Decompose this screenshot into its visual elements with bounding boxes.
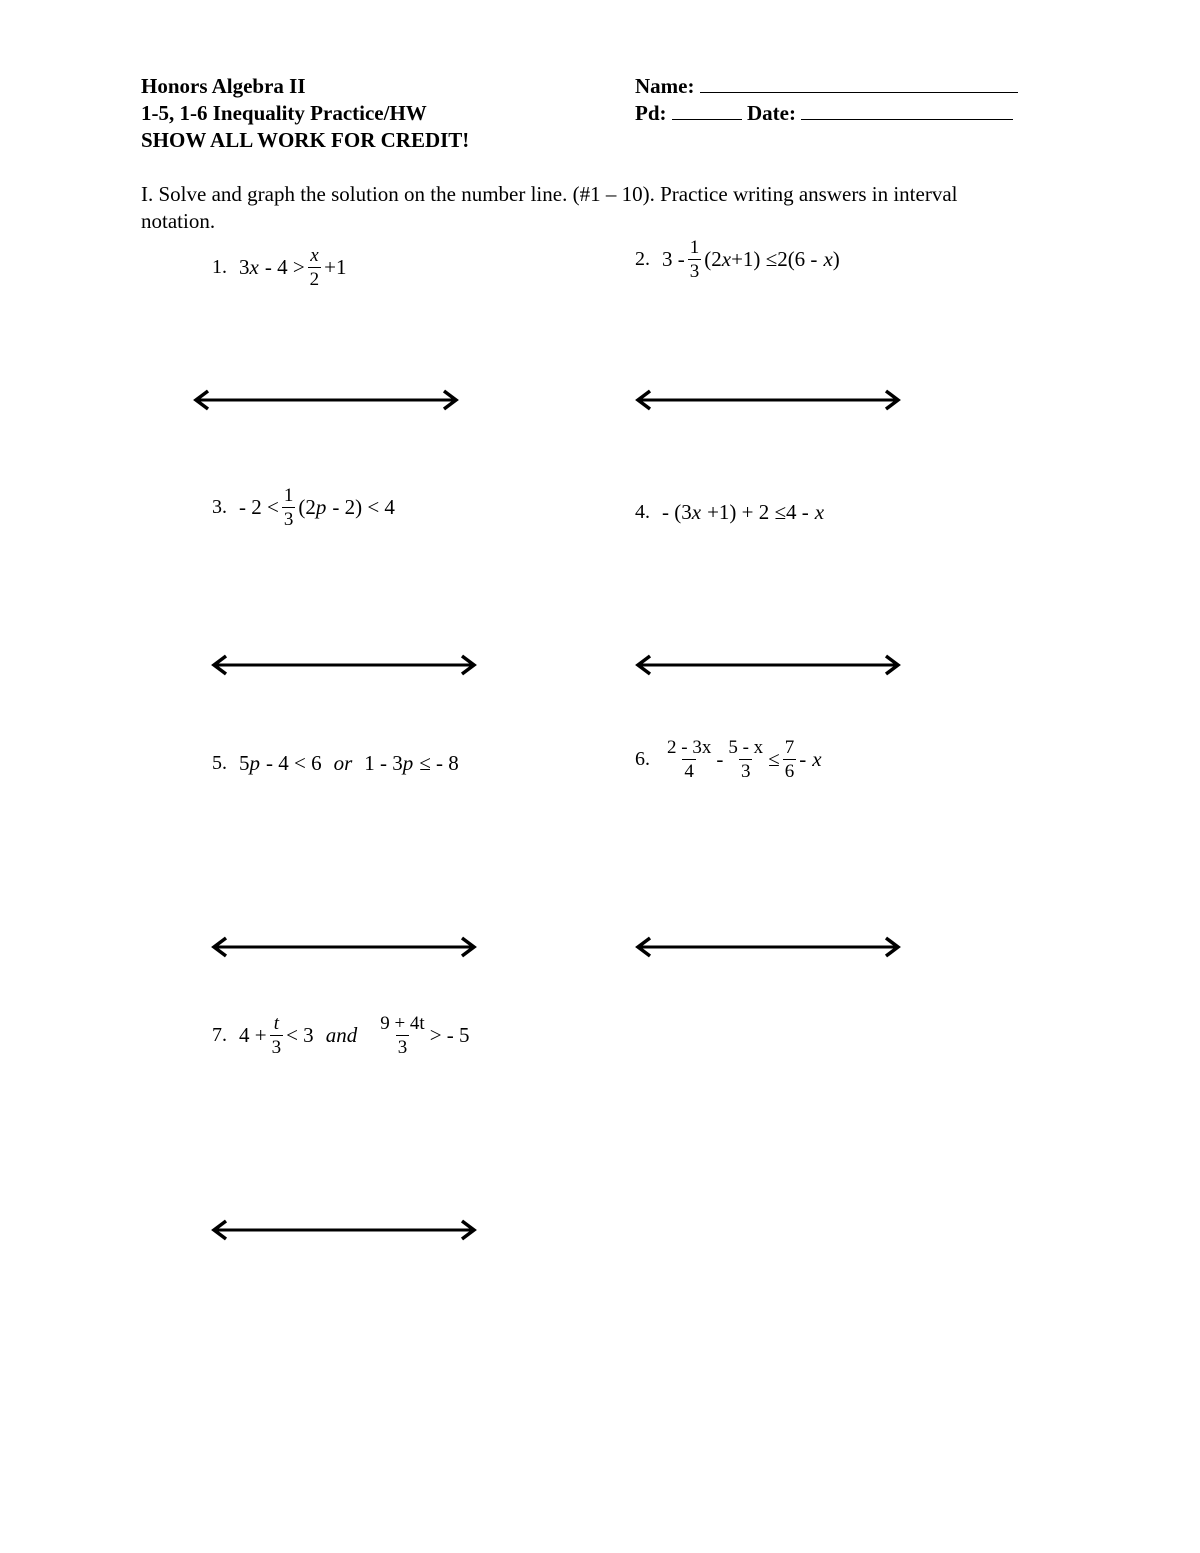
number-line-7[interactable] — [210, 1218, 480, 1242]
problem-1 — [212, 246, 347, 289]
problem-number: 2. — [635, 248, 650, 270]
course-title: Honors Algebra II — [141, 74, 306, 98]
problem-1-inequality: 3 x - 4 > $\frac{x}{2}$ +1 — [239, 245, 347, 290]
instructions — [141, 181, 957, 235]
number-line-4[interactable] — [634, 653, 904, 677]
problem-2-inequality: 3 - $\frac{1}{3}$ (2 x +1) ≤2(6 - x ) — [662, 237, 840, 282]
number-line-5[interactable] — [210, 935, 480, 959]
period-label: Pd: — [635, 101, 667, 125]
number-line-3[interactable] — [210, 653, 480, 677]
fraction: $\frac{9 + 4t}{3}$ — [380, 1013, 425, 1058]
problem-5-inequality: 5 p - 4 < 6 or 1 - 3 p ≤ - 8 — [239, 751, 459, 775]
instructions-line-1: I. Solve and graph the solution on the number line. (#1 – 10). Practice writing answers in interval — [141, 182, 958, 206]
problem-6-inequality: $\frac{2 - 3x}{4}$ - $\frac{5 - x}{3}$ ≤ $\frac{7}{6}$ - x — [667, 737, 822, 782]
fraction: $\frac{t}{3}$ — [271, 1013, 282, 1058]
date-blank[interactable] — [801, 101, 1013, 120]
problem-5 — [212, 751, 459, 776]
fraction: $\frac{x}{2}$ — [309, 245, 320, 290]
name-field[interactable] — [635, 74, 1018, 99]
problem-number: 1. — [212, 256, 227, 278]
problem-7 — [212, 1014, 470, 1057]
fraction: $\frac{2 - 3x}{4}$ — [667, 737, 712, 782]
problem-number: 5. — [212, 752, 227, 774]
name-blank[interactable] — [700, 74, 1018, 93]
problem-6 — [635, 738, 822, 781]
problem-number: 7. — [212, 1024, 227, 1046]
problem-number: 6. — [635, 748, 650, 770]
fraction: $\frac{1}{3}$ — [283, 485, 294, 530]
problem-number: 3. — [212, 496, 227, 518]
fraction: $\frac{1}{3}$ — [689, 237, 700, 282]
number-line-6[interactable] — [634, 935, 904, 959]
period-blank[interactable] — [672, 101, 742, 120]
period-date-field — [635, 101, 1013, 126]
name-label: Name: — [635, 74, 695, 98]
assignment-topic: 1-5, 1-6 Inequality Practice/HW — [141, 101, 427, 125]
number-line-1[interactable] — [192, 388, 462, 412]
problem-2 — [635, 238, 840, 281]
fraction: $\frac{7}{6}$ — [784, 737, 795, 782]
fraction: $\frac{5 - x}{3}$ — [728, 737, 764, 782]
work-directive: SHOW ALL WORK FOR CREDIT! — [141, 128, 470, 152]
problem-4-inequality: - (3 x +1) + 2 ≤4 - x — [662, 500, 825, 524]
number-line-2[interactable] — [634, 388, 904, 412]
problem-7-inequality: 4 + $\frac{t}{3}$ < 3 and $\frac{9 + 4t}{3}$ > - 5 — [239, 1013, 470, 1058]
problem-3 — [212, 486, 395, 529]
instructions-line-2: notation. — [141, 209, 216, 233]
problem-4 — [635, 500, 824, 525]
problem-number: 4. — [635, 501, 650, 523]
date-label: Date: — [747, 101, 796, 125]
problem-3-inequality: - 2 < $\frac{1}{3}$ (2 p - 2) < 4 — [239, 485, 395, 530]
